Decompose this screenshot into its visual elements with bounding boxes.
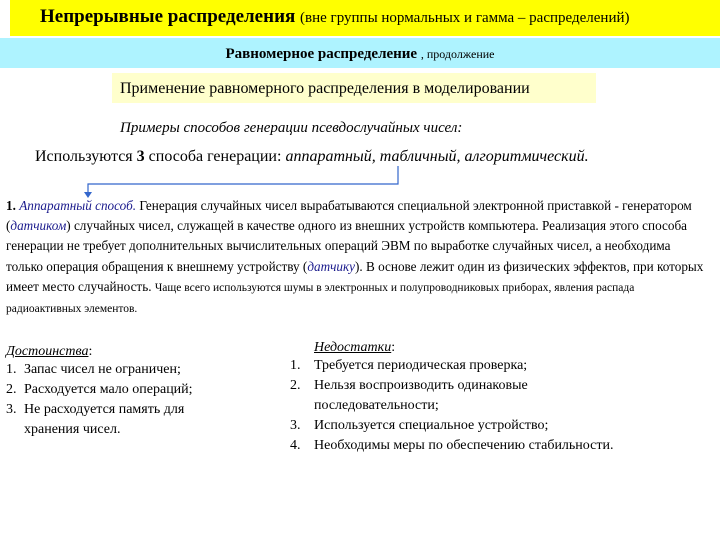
- paragraph-number: 1.: [6, 198, 16, 213]
- advantages-title: Достоинства:: [6, 344, 93, 359]
- disadvantages-column: [290, 338, 710, 456]
- list-item: 3. Используется специальное устройство;: [290, 418, 549, 433]
- title-parenthetical: (вне группы нормальных и гамма – распределений): [300, 10, 630, 26]
- examples-caption: Примеры способов генерации псевдослучайных чисел:: [120, 120, 463, 136]
- used-methods: аппаратный, табличный, алгоритмический.: [285, 148, 589, 165]
- list-item: 2. Расходуется мало операций;: [6, 382, 193, 397]
- list-item: 4. Необходимы меры по обеспечению стабильности.: [290, 438, 614, 453]
- subtitle-main: Равномерное распределение: [225, 46, 418, 62]
- method-name: Аппаратный способ.: [19, 198, 137, 213]
- used-prefix: Используются: [35, 148, 133, 165]
- advantages-list: [6, 360, 246, 440]
- list-item: 3. Не расходуется память для хранения чисел.: [6, 402, 185, 437]
- list-item: 2. Нельзя воспроизводить одинаковые последовательности;: [290, 378, 528, 413]
- paragraph-text-1: Генерация случайных чисел вырабатываются специальной электронной приставкой - генератором (: [6, 198, 692, 234]
- advantages-column: [6, 342, 246, 440]
- subtitle-rest: , продолжение: [420, 47, 495, 61]
- section-heading: Применение равномерного распределения в моделировании: [120, 80, 530, 97]
- used-mid: способа генерации:: [148, 148, 282, 165]
- used-count: 3: [136, 148, 145, 165]
- paragraph-text-2: ) случайных чисел, служащей в качестве одного из внешних устройств компьютера. Реализация этого способа генерации не требует дополнительных вычислительных операций ЭВМ по выработке случайных чисел, а необходима только операция обращения к внешнему устройству (: [6, 218, 688, 274]
- title-main: Непрерывные распределения: [40, 6, 296, 27]
- hardware-method-paragraph: [6, 196, 706, 319]
- disadvantages-list: [290, 356, 710, 456]
- sensor-term-2: датчику: [307, 258, 356, 274]
- list-item: 1. Запас чисел не ограничен;: [6, 362, 181, 377]
- paragraph-text-4: Чаще всего используются шумы в электронных и полупроводниковых приборах, явления распада радиоактивных элементов.: [6, 281, 635, 316]
- sensor-term-1: датчиком: [10, 218, 67, 234]
- disadvantages-title: Недостатки:: [314, 340, 396, 355]
- list-item: 1. Требуется периодическая проверка;: [290, 358, 528, 373]
- paragraph-text-3: ). В основе лежит один из физических эффектов, при которых имеет место случайность.: [6, 258, 704, 294]
